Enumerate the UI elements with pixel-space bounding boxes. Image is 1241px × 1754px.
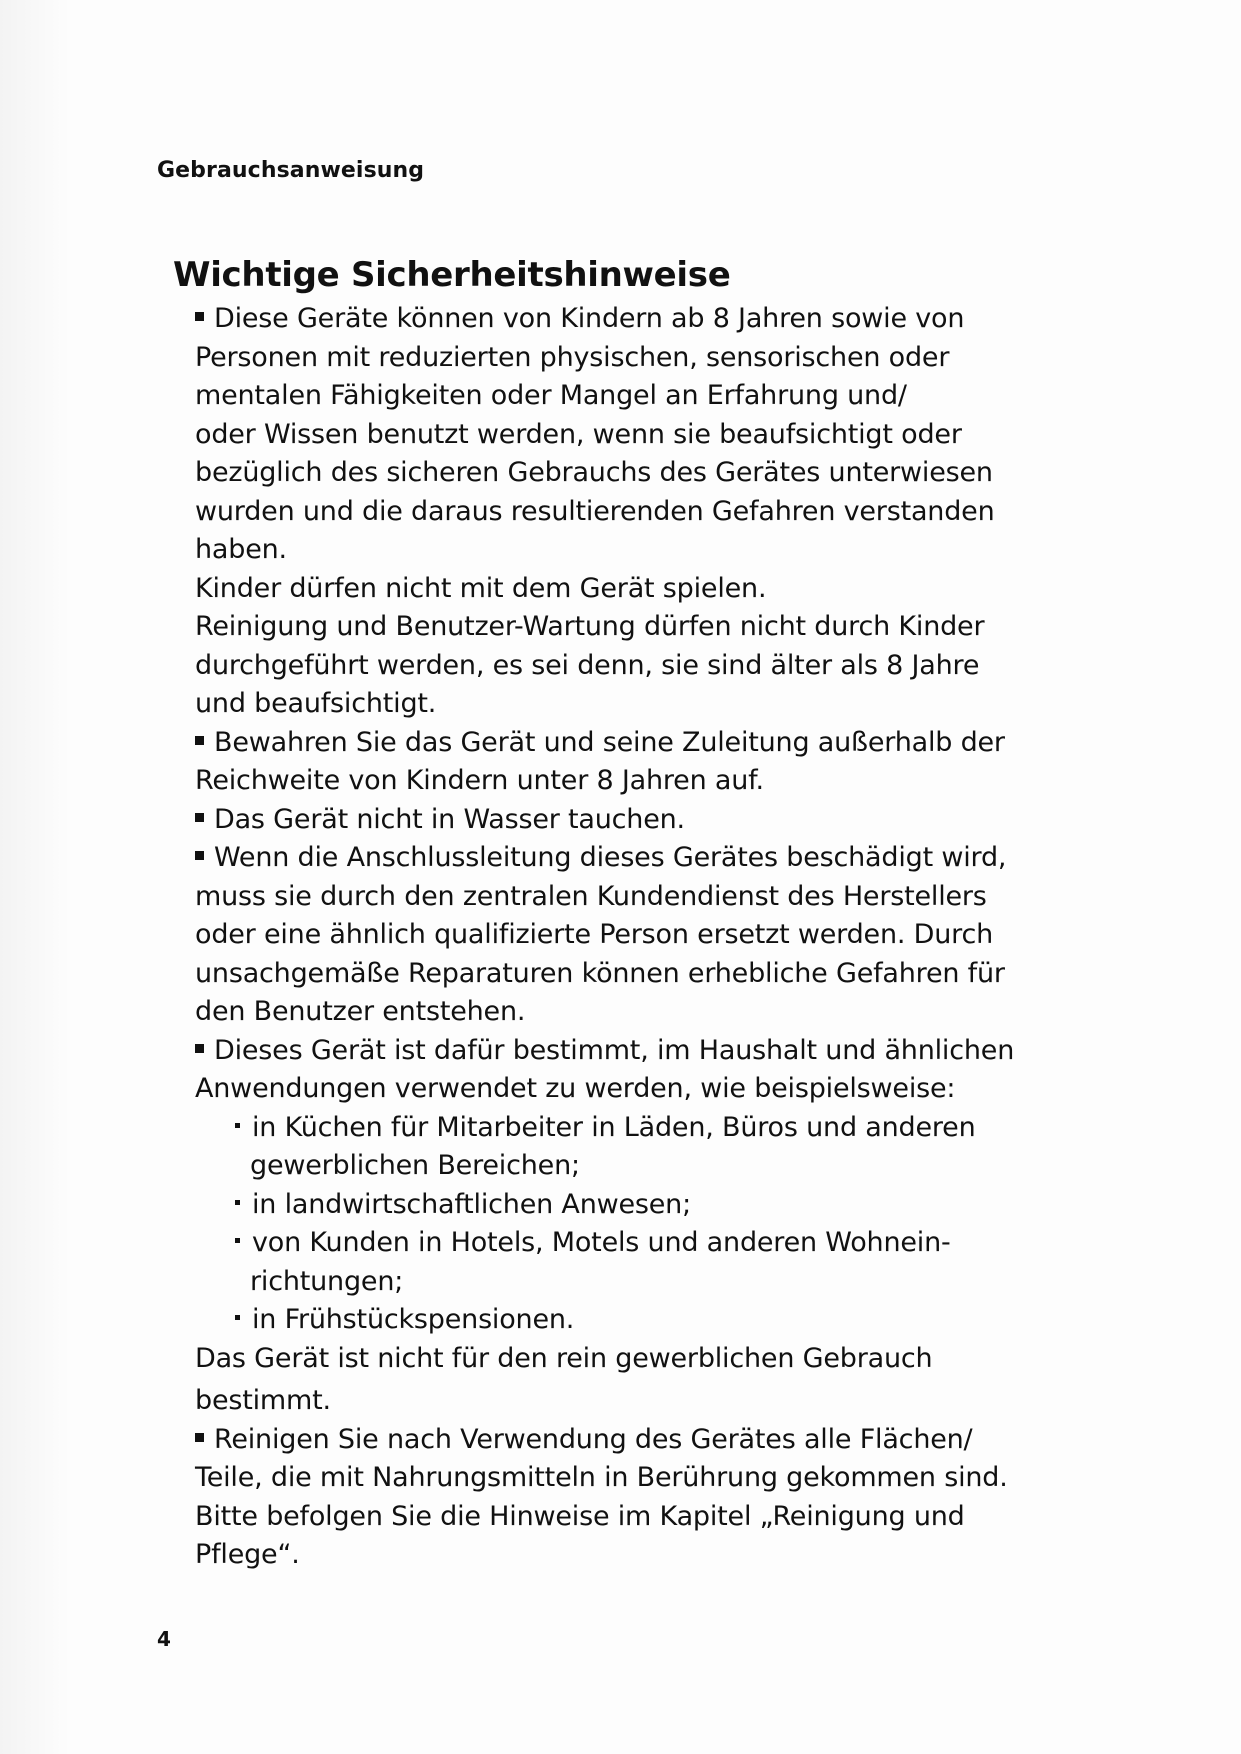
text-line: haben. (195, 534, 287, 565)
text-line: Anwendungen verwendet zu werden, wie beispielsweise: (195, 1073, 956, 1104)
square-bullet-icon (195, 312, 204, 321)
text-line: Reinigung und Benutzer-Wartung dürfen nicht durch Kinder (195, 611, 985, 642)
running-header: Gebrauchsanweisung (157, 158, 425, 183)
dot-bullet-icon (235, 1238, 240, 1243)
text-line: oder Wissen benutzt werden, wenn sie beaufsichtigt oder (195, 418, 962, 450)
page-number: 4 (157, 1627, 171, 1651)
text-line: mentalen Fähigkeiten oder Mangel an Erfahrung und/ (195, 380, 907, 411)
text-line: bestimmt. (195, 1385, 331, 1416)
sub-list-item: von Kunden in Hotels, Motels und anderen Wohnein- (195, 1224, 1075, 1263)
section-title: Wichtige Sicherheitshinweise (173, 255, 731, 295)
sub-list-item: in Küchen für Mitarbeiter in Läden, Büros und anderen (195, 1109, 1075, 1148)
text-line: Reichweite von Kindern unter 8 Jahren auf. (195, 765, 764, 796)
text-line: Bewahren Sie das Gerät und seine Zuleitung außerhalb der (195, 724, 1075, 763)
text-line: durchgeführt werden, es sei denn, sie sind älter als 8 Jahre (195, 649, 980, 681)
text-line: Wenn die Anschlussleitung dieses Gerätes beschädigt wird, (195, 839, 1075, 878)
square-bullet-icon (195, 736, 204, 745)
text-line: Pflege“. (195, 1539, 300, 1570)
safety-instructions (195, 300, 1075, 1575)
text-line: Reinigen Sie nach Verwendung des Gerätes alle Flächen/ (195, 1421, 1075, 1460)
sub-list-item: in Frühstückspensionen. (195, 1301, 1075, 1340)
dot-bullet-icon (235, 1200, 240, 1205)
text-line: Kinder dürfen nicht mit dem Gerät spielen. (195, 572, 767, 604)
text-line: wurden und die daraus resultierenden Gefahren verstanden (195, 495, 995, 527)
text-line: und beaufsichtigt. (195, 688, 437, 719)
text-line: Bitte befolgen Sie die Hinweise im Kapitel „Reinigung und (195, 1500, 965, 1532)
square-bullet-icon (195, 851, 204, 860)
dot-bullet-icon (235, 1315, 240, 1320)
text-line: Das Gerät ist nicht für den rein gewerblichen Gebrauch (195, 1342, 933, 1374)
sub-list-item: in landwirtschaftlichen Anwesen; (195, 1186, 1075, 1225)
dot-bullet-icon (235, 1123, 240, 1128)
text-line: unsachgemäße Reparaturen können erhebliche Gefahren für (195, 957, 1005, 989)
text-line: Personen mit reduzierten physischen, sensorischen oder (195, 341, 950, 373)
text-line: oder eine ähnlich qualifizierte Person ersetzt werden. Durch (195, 919, 994, 950)
text-line: den Benutzer entstehen. (195, 996, 526, 1027)
text-line: bezüglich des sicheren Gebrauchs des Gerätes unterwiesen (195, 457, 993, 488)
text-line: Dieses Gerät ist dafür bestimmt, im Haushalt und ähnlichen (195, 1032, 1075, 1071)
text-line: Teile, die mit Nahrungsmitteln in Berührung gekommen sind. (195, 1462, 1008, 1493)
text-line: Das Gerät nicht in Wasser tauchen. (195, 801, 1075, 840)
text-line: gewerblichen Bereichen; (250, 1150, 580, 1181)
page-edge-shade (0, 0, 70, 1754)
square-bullet-icon (195, 813, 204, 822)
square-bullet-icon (195, 1433, 204, 1442)
text-line: richtungen; (250, 1265, 404, 1297)
square-bullet-icon (195, 1044, 204, 1053)
text-line: muss sie durch den zentralen Kundendienst des Herstellers (195, 880, 987, 912)
text-line: Diese Geräte können von Kindern ab 8 Jahren sowie von (195, 300, 1075, 339)
